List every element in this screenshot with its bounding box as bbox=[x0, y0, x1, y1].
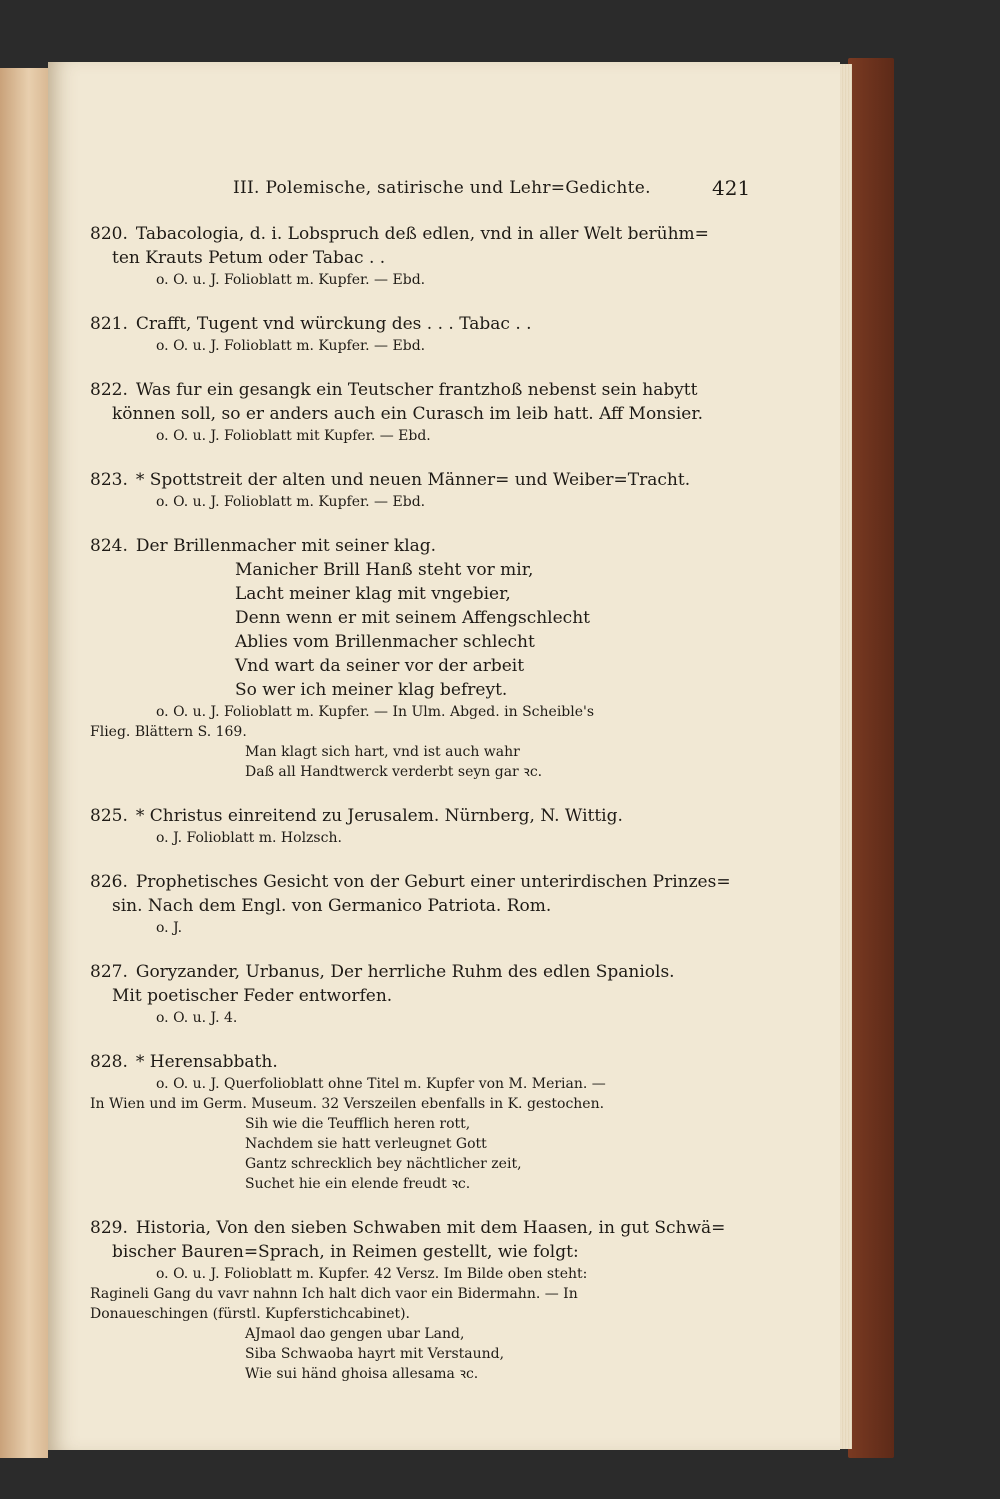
entry-title-text: Historia, Von den sieben Schwaben mit dem Haasen, in gut Schwä= bbox=[135, 1218, 726, 1238]
entry-text-line bbox=[90, 378, 752, 402]
publication-note-continued: Ragineli Gang du vavr nahnn Ich halt dich vaor ein Bidermahn. — In bbox=[90, 1286, 578, 1302]
entry-number: 824. bbox=[90, 536, 128, 556]
entry-title-text: * Christus einreitend zu Jerusalem. Nürnberg, N. Wittig. bbox=[135, 806, 623, 826]
entry-title-text: Prophetisches Gesicht von der Geburt einer unterirdischen Prinzes= bbox=[135, 872, 731, 892]
entry-title-text: Goryzander, Urbanus, Der herrliche Ruhm des edlen Spaniols. bbox=[135, 962, 675, 982]
entry-title-text: Was fur ein gesangk ein Teutscher frantzhoß nebenst sein habytt bbox=[135, 380, 698, 400]
page-stack-edge bbox=[838, 64, 852, 1449]
entry-title-text: ten Krauts Petum oder Tabac . . bbox=[112, 248, 386, 268]
entry-title-text: können soll, so er anders auch ein Curasch im leib hatt. Aff Monsier. bbox=[112, 404, 704, 424]
catalog-entry bbox=[90, 534, 752, 782]
entry-title-text: * Spottstreit der alten und neuen Männer= und Weiber=Tracht. bbox=[135, 470, 691, 490]
publication-note: o. O. u. J. Folioblatt m. Kupfer. — Ebd. bbox=[156, 272, 426, 288]
entry-text-line bbox=[90, 312, 752, 336]
publication-note-continued: Flieg. Blättern S. 169. bbox=[90, 724, 247, 740]
quoted-verse-line: Siba Schwaoba hayrt mit Verstaund, bbox=[245, 1346, 505, 1362]
publication-note: o. O. u. J. Folioblatt m. Kupfer. — Ebd. bbox=[156, 338, 426, 354]
publication-note: o. J. bbox=[156, 920, 183, 936]
book-cover-edge bbox=[848, 58, 894, 1458]
publication-note: o. O. u. J. Folioblatt m. Kupfer. — Ebd. bbox=[156, 494, 426, 510]
catalog-entry bbox=[90, 960, 752, 1028]
catalog-entry bbox=[90, 468, 752, 512]
entry-text-line bbox=[90, 246, 752, 270]
quoted-verse-line: Sih wie die Teufflich heren rott, bbox=[245, 1116, 471, 1132]
publication-note: o. J. Folioblatt m. Holzsch. bbox=[156, 830, 342, 846]
entry-text-line bbox=[90, 534, 752, 558]
publication-note-continued: In Wien und im Germ. Museum. 32 Verszeilen ebenfalls in K. gestochen. bbox=[90, 1096, 605, 1112]
catalog-entry bbox=[90, 312, 752, 356]
verse-line: Ablies vom Brillenmacher schlecht bbox=[235, 632, 535, 652]
entry-title-text: Tabacologia, d. i. Lobspruch deß edlen, vnd in aller Welt berühm= bbox=[135, 224, 709, 244]
book-page bbox=[48, 62, 840, 1450]
verse-line: Lacht meiner klag mit vngebier, bbox=[235, 584, 511, 604]
publication-note: o. O. u. J. Folioblatt mit Kupfer. — Ebd. bbox=[156, 428, 431, 444]
verse-line: Vnd wart da seiner vor der arbeit bbox=[235, 656, 525, 676]
quoted-verse-line: Wie sui händ ghoisa allesama ꝛc. bbox=[245, 1366, 479, 1382]
entry-text-line bbox=[90, 468, 752, 492]
entry-text-line bbox=[90, 1216, 752, 1240]
entry-number: 825. bbox=[90, 806, 128, 826]
quoted-verse-line: AJmaol dao gengen ubar Land, bbox=[245, 1326, 465, 1342]
entry-text-line bbox=[90, 984, 752, 1008]
publication-note: o. O. u. J. Folioblatt m. Kupfer. — In Ulm. Abged. in Scheible's bbox=[156, 704, 595, 720]
entry-title-text: sin. Nach dem Engl. von Germanico Patriota. Rom. bbox=[112, 896, 552, 916]
left-page-edge bbox=[0, 68, 48, 1458]
publication-note: o. O. u. J. 4. bbox=[156, 1010, 238, 1026]
entry-text-line bbox=[90, 960, 752, 984]
entry-number: 827. bbox=[90, 962, 128, 982]
publication-note-continued: Donaueschingen (fürstl. Kupferstichcabinet). bbox=[90, 1306, 411, 1322]
publication-note: o. O. u. J. Querfolioblatt ohne Titel m. Kupfer von M. Merian. — bbox=[156, 1076, 606, 1092]
catalog-entry bbox=[90, 222, 752, 290]
verse-line: Denn wenn er mit seinem Affengschlecht bbox=[235, 608, 590, 628]
quoted-verse-line: Gantz schrecklich bey nächtlicher zeit, bbox=[245, 1156, 522, 1172]
catalog-entry bbox=[90, 804, 752, 848]
entry-number: 822. bbox=[90, 380, 128, 400]
page-number: 421 bbox=[712, 176, 751, 200]
entry-number: 828. bbox=[90, 1052, 128, 1072]
entry-text-line bbox=[90, 1050, 752, 1074]
catalog-entry bbox=[90, 1216, 752, 1384]
entry-text-line bbox=[90, 804, 752, 828]
quoted-verse-line: Suchet hie ein elende freudt ꝛc. bbox=[245, 1176, 471, 1192]
verse-line: So wer ich meiner klag befreyt. bbox=[235, 680, 508, 700]
entry-number: 829. bbox=[90, 1218, 128, 1238]
catalog-entries bbox=[90, 222, 752, 1406]
header-title: III. Polemische, satirische und Lehr=Gedichte. bbox=[233, 178, 651, 198]
entry-text-line bbox=[90, 870, 752, 894]
entry-title-text: * Herensabbath. bbox=[135, 1052, 278, 1072]
catalog-entry bbox=[90, 378, 752, 446]
entry-text-line bbox=[90, 402, 752, 426]
catalog-entry bbox=[90, 870, 752, 938]
entry-number: 821. bbox=[90, 314, 128, 334]
entry-text-line bbox=[90, 894, 752, 918]
entry-text-line bbox=[90, 1240, 752, 1264]
entry-number: 823. bbox=[90, 470, 128, 490]
entry-title-text: Crafft, Tugent vnd würckung des . . . Tabac . . bbox=[135, 314, 532, 334]
publication-note: o. O. u. J. Folioblatt m. Kupfer. 42 Versz. Im Bilde oben steht: bbox=[156, 1266, 588, 1282]
entry-number: 826. bbox=[90, 872, 128, 892]
quoted-verse-line: Daß all Handtwerck verderbt seyn gar ꝛc. bbox=[245, 764, 543, 780]
entry-number: 820. bbox=[90, 224, 128, 244]
verse-line: Manicher Brill Hanß steht vor mir, bbox=[235, 560, 534, 580]
entry-title-text: bischer Bauren=Sprach, in Reimen gestellt, wie folgt: bbox=[112, 1242, 579, 1262]
quoted-verse-line: Man klagt sich hart, vnd ist auch wahr bbox=[245, 744, 520, 760]
entry-title-text: Mit poetischer Feder entworfen. bbox=[112, 986, 393, 1006]
entry-text-line bbox=[90, 222, 752, 246]
entry-title-text: Der Brillenmacher mit seiner klag. bbox=[135, 536, 437, 556]
catalog-entry bbox=[90, 1050, 752, 1194]
quoted-verse-line: Nachdem sie hatt verleugnet Gott bbox=[245, 1136, 487, 1152]
